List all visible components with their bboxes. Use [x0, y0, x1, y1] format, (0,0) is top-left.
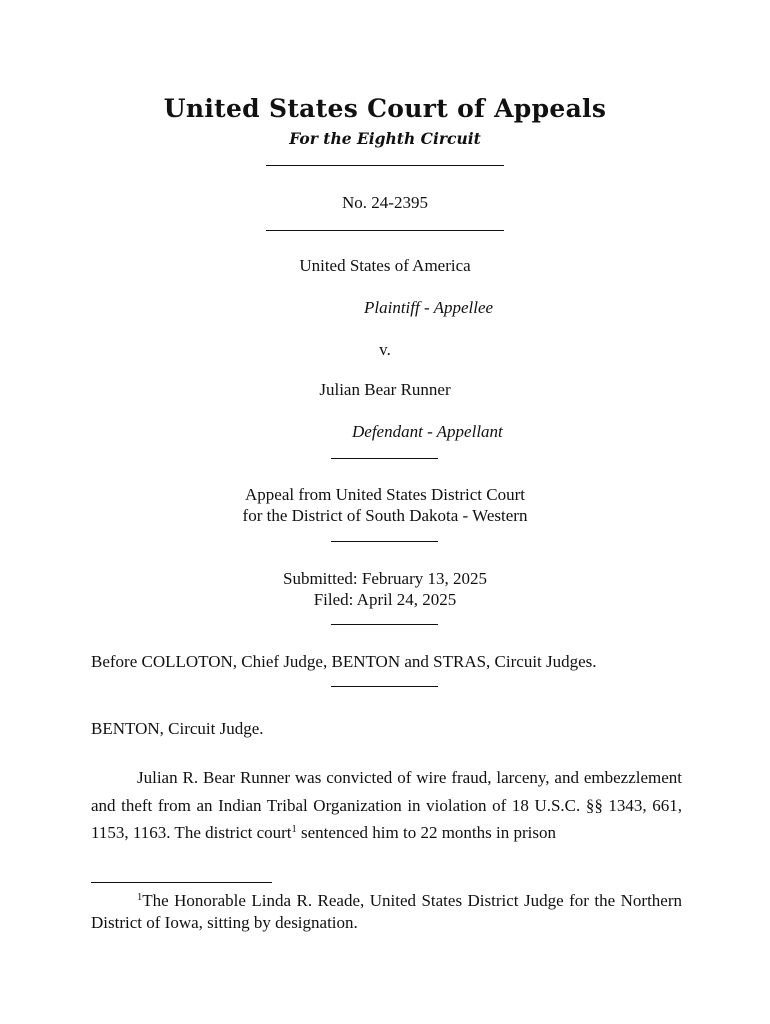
footnote: [91, 890, 682, 933]
defendant-name: Julian Bear Runner: [319, 380, 451, 399]
footnote-reference[interactable]: 1: [291, 824, 297, 835]
versus: v.: [379, 340, 391, 359]
opinion-paragraph: [91, 764, 682, 847]
footnote-rule: [91, 882, 272, 883]
appeal-line-2: for the District of South Dakota - Western: [242, 506, 528, 525]
submitted-date: Submitted: February 13, 2025: [283, 569, 487, 588]
panel-line: Before COLLOTON, Chief Judge, BENTON and STRAS, Circuit Judges.: [91, 652, 597, 671]
paragraph-text-continued: sentenced him to 22 months in prison: [296, 823, 556, 842]
opinion-author: BENTON, Circuit Judge.: [91, 719, 264, 738]
divider-rule: [266, 230, 504, 231]
divider-rule-short: [331, 686, 438, 687]
divider-rule-short: [331, 541, 438, 542]
divider-rule-short: [331, 624, 438, 625]
paragraph-text: Julian R. Bear Runner was convicted of wire fraud, larceny, and embezzlement and theft from an Indian Tribal Organization in violation of 18 U.S.C. §§ 1343, 661, 1153, 1163. The district court: [91, 768, 682, 842]
footnote-text: The Honorable Linda R. Reade, United States District Judge for the Northern District of Iowa, sitting by designation.: [91, 891, 682, 932]
divider-rule: [266, 165, 504, 166]
case-number: No. 24-2395: [342, 193, 428, 212]
court-name: United States Court of Appeals: [163, 94, 607, 123]
defendant-role: Defendant - Appellant: [352, 422, 503, 441]
divider-rule-short: [331, 458, 438, 459]
circuit-name: For the Eighth Circuit: [289, 129, 481, 148]
footnote-marker: 1: [137, 892, 143, 903]
plaintiff-name: United States of America: [299, 256, 471, 275]
appeal-line-1: Appeal from United States District Court: [245, 485, 525, 504]
filed-date: Filed: April 24, 2025: [313, 590, 457, 609]
plaintiff-role: Plaintiff - Appellee: [364, 298, 494, 317]
